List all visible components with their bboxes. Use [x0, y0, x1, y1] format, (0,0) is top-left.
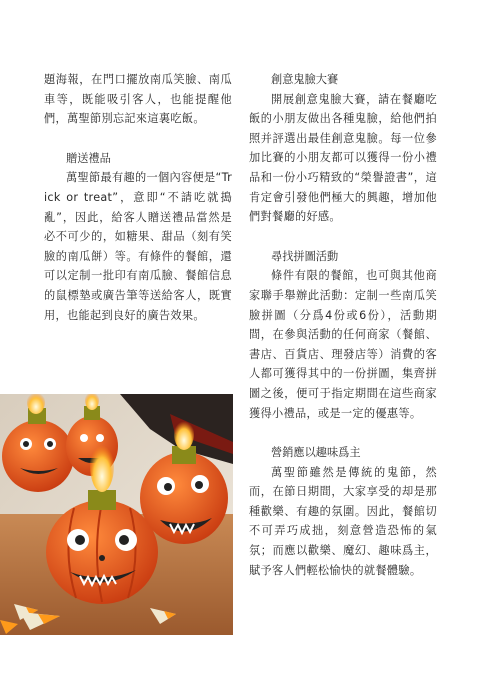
pumpkin-candles-illustration: [0, 394, 233, 635]
section-body-gifts: 萬聖節最有趣的一個內容便是“Trick or treat”，意即“不請吃就搗亂”，因此，給客人贈送禮品當然是必不可少的，如糖果、甜品（刻有笑臉的南瓜餅）等。有條件的餐館，還可以定制一批印有南瓜臉、餐館信息的鼠標墊或廣告筆等送給客人，既實用，也能起到良好的廣告效果。: [44, 171, 232, 322]
section-heading-fun-marketing: 營銷應以趣味爲主: [271, 446, 361, 460]
pumpkin-candles-photo: [0, 394, 233, 635]
section-body-puzzle: 條件有限的餐館，也可與其他商家聯手舉辦此活動：定制一些南瓜笑臉拼圖（分爲4份或6份），活動期間，在參與活動的任何商家（餐館、書店、百貨店、理發店等）消費的客人都可獲得其中的一份拼圖，集齊拼圖之後，便可于指定期間在這些商家獲得小禮品，或是一定的優惠等。: [249, 269, 437, 420]
left-column: [44, 70, 232, 325]
section-body-fun-marketing: 萬聖節雖然是傳統的鬼節，然而，在節日期間，大家享受的却是那種歡樂、有趣的氛圍。因此，餐館切不可弄巧成拙，刻意營造恐怖的氣氛；而應以歡樂、魔幻、趣味爲主，賦予客人們輕松愉快的就餐體驗。: [249, 465, 437, 577]
section-heading-puzzle: 尋找拼圖活動: [271, 249, 339, 263]
intro-paragraph: 題海報，在門口擺放南瓜笑臉、南瓜車等，既能吸引客人，也能提醒他們，萬聖節別忘記來這裏吃飯。: [44, 73, 232, 126]
section-heading-gifts: 贈送禮品: [66, 151, 111, 165]
right-column: [249, 70, 437, 580]
section-heading-face-contest: 創意鬼臉大賽: [271, 73, 339, 86]
section-body-face-contest: 開展創意鬼臉大賽，請在餐廳吃飯的小朋友做出各種鬼臉，給他們拍照并評選出最佳創意鬼臉。每一位參加比賽的小朋友都可以獲得一份小禮品和一份小巧精致的“榮譽證書”，這肯定會引發他們極大的興趣，增加他們對餐廳的好感。: [249, 92, 437, 224]
